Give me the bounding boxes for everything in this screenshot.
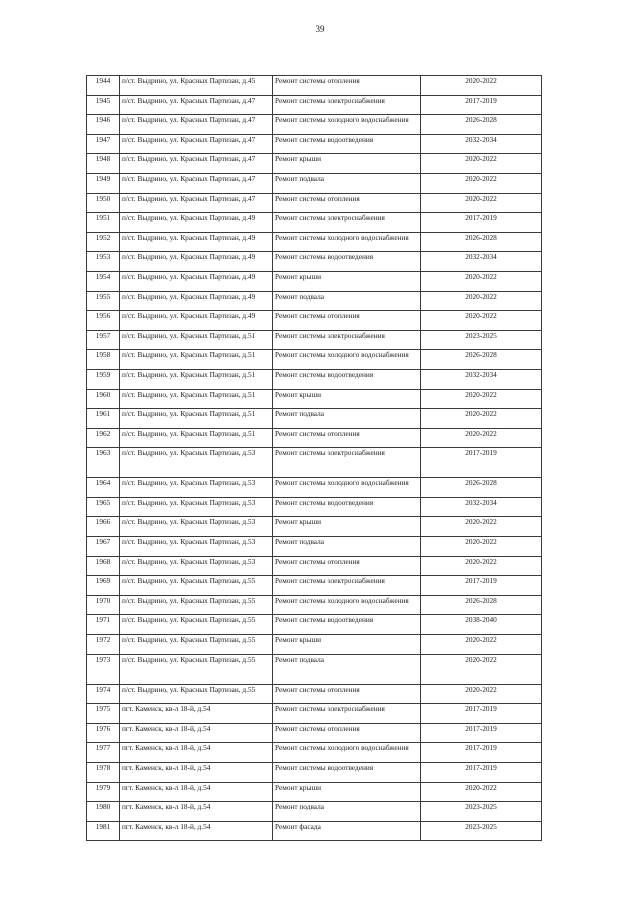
table-row [87, 311, 542, 331]
row-number: 1976 [87, 723, 120, 743]
row-address: пгт. Каменск, кв-л 18-й, д.54 [120, 704, 273, 724]
row-address: п/ст. Выдрино, ул. Красных Партизан, д.51 [120, 369, 273, 389]
row-number: 1966 [87, 517, 120, 537]
row-number: 1944 [87, 76, 120, 96]
row-number: 1972 [87, 635, 120, 655]
row-work-type: Ремонт системы отопления [273, 193, 421, 213]
row-work-type: Ремонт системы отопления [273, 723, 421, 743]
table-row [87, 497, 542, 517]
row-work-type: Ремонт системы водоотведения [273, 615, 421, 635]
row-address: п/ст. Выдрино, ул. Красных Партизан, д.45 [120, 76, 273, 96]
row-number: 1973 [87, 654, 120, 684]
row-work-type: Ремонт фасада [273, 821, 421, 841]
row-work-type: Ремонт системы водоотведения [273, 369, 421, 389]
table-row [87, 76, 542, 96]
row-address: п/ст. Выдрино, ул. Красных Партизан, д.49 [120, 213, 273, 233]
table-row [87, 537, 542, 557]
row-period: 2020-2022 [421, 654, 542, 684]
row-period: 2020-2022 [421, 154, 542, 174]
row-work-type: Ремонт системы электроснабжения [273, 448, 421, 478]
row-address: п/ст. Выдрино, ул. Красных Партизан, д.55 [120, 576, 273, 596]
table-row [87, 654, 542, 684]
row-work-type: Ремонт системы водоотведения [273, 497, 421, 517]
table-row [87, 595, 542, 615]
row-number: 1964 [87, 478, 120, 498]
row-number: 1979 [87, 782, 120, 802]
row-address: п/ст. Выдрино, ул. Красных Партизан, д.51 [120, 428, 273, 448]
row-work-type: Ремонт системы электроснабжения [273, 95, 421, 115]
table-row [87, 193, 542, 213]
table-row [87, 330, 542, 350]
row-work-type: Ремонт системы водоотведения [273, 134, 421, 154]
row-address: п/ст. Выдрино, ул. Красных Партизан, д.47 [120, 193, 273, 213]
table-body [87, 76, 542, 841]
row-period: 2023-2025 [421, 802, 542, 822]
row-number: 1977 [87, 743, 120, 763]
row-work-type: Ремонт системы электроснабжения [273, 704, 421, 724]
row-period: 2020-2022 [421, 311, 542, 331]
row-work-type: Ремонт системы электроснабжения [273, 576, 421, 596]
row-number: 1967 [87, 537, 120, 557]
row-number: 1971 [87, 615, 120, 635]
row-period: 2038-2040 [421, 615, 542, 635]
table-row [87, 232, 542, 252]
row-period: 2017-2019 [421, 723, 542, 743]
row-work-type: Ремонт подвала [273, 173, 421, 193]
row-work-type: Ремонт системы холодного водоснабжения [273, 115, 421, 135]
row-work-type: Ремонт крыши [273, 517, 421, 537]
table-row [87, 576, 542, 596]
row-number: 1959 [87, 369, 120, 389]
row-period: 2020-2022 [421, 635, 542, 655]
row-number: 1955 [87, 291, 120, 311]
row-work-type: Ремонт системы холодного водоснабжения [273, 743, 421, 763]
row-work-type: Ремонт системы отопления [273, 556, 421, 576]
row-address: п/ст. Выдрино, ул. Красных Партизан, д.53 [120, 478, 273, 498]
row-address: пгт. Каменск, кв-л 18-й, д.54 [120, 821, 273, 841]
table-row [87, 115, 542, 135]
row-period: 2017-2019 [421, 95, 542, 115]
row-period: 2017-2019 [421, 763, 542, 783]
row-period: 2017-2019 [421, 576, 542, 596]
row-work-type: Ремонт подвала [273, 409, 421, 429]
row-period: 2020-2022 [421, 537, 542, 557]
row-address: пгт. Каменск, кв-л 18-й, д.54 [120, 743, 273, 763]
table-row [87, 389, 542, 409]
row-number: 1970 [87, 595, 120, 615]
table-row [87, 517, 542, 537]
row-period: 2026-2028 [421, 595, 542, 615]
row-address: п/ст. Выдрино, ул. Красных Партизан, д.47 [120, 154, 273, 174]
table-row [87, 154, 542, 174]
row-address: п/ст. Выдрино, ул. Красных Партизан, д.49 [120, 311, 273, 331]
table-row [87, 134, 542, 154]
row-address: п/ст. Выдрино, ул. Красных Партизан, д.55 [120, 684, 273, 704]
row-number: 1958 [87, 350, 120, 370]
row-address: п/ст. Выдрино, ул. Красных Партизан, д.49 [120, 252, 273, 272]
row-period: 2026-2028 [421, 350, 542, 370]
row-work-type: Ремонт системы отопления [273, 311, 421, 331]
row-number: 1947 [87, 134, 120, 154]
table-row [87, 291, 542, 311]
row-number: 1951 [87, 213, 120, 233]
row-address: п/ст. Выдрино, ул. Красных Партизан, д.51 [120, 330, 273, 350]
row-period: 2017-2019 [421, 213, 542, 233]
row-address: пгт. Каменск, кв-л 18-й, д.54 [120, 763, 273, 783]
table-row [87, 369, 542, 389]
row-number: 1950 [87, 193, 120, 213]
table-row [87, 684, 542, 704]
row-period: 2032-2034 [421, 252, 542, 272]
row-period: 2017-2019 [421, 743, 542, 763]
row-number: 1952 [87, 232, 120, 252]
row-number: 1953 [87, 252, 120, 272]
row-work-type: Ремонт крыши [273, 782, 421, 802]
row-number: 1948 [87, 154, 120, 174]
row-work-type: Ремонт подвала [273, 802, 421, 822]
row-work-type: Ремонт системы холодного водоснабжения [273, 350, 421, 370]
row-work-type: Ремонт крыши [273, 271, 421, 291]
row-number: 1962 [87, 428, 120, 448]
row-period: 2020-2022 [421, 173, 542, 193]
row-period: 2017-2019 [421, 448, 542, 478]
row-number: 1963 [87, 448, 120, 478]
row-address: п/ст. Выдрино, ул. Красных Партизан, д.47 [120, 95, 273, 115]
row-number: 1969 [87, 576, 120, 596]
row-period: 2020-2022 [421, 517, 542, 537]
row-period: 2026-2028 [421, 115, 542, 135]
row-period: 2023-2025 [421, 821, 542, 841]
table-row [87, 428, 542, 448]
row-period: 2020-2022 [421, 556, 542, 576]
row-work-type: Ремонт системы отопления [273, 428, 421, 448]
row-number: 1961 [87, 409, 120, 429]
row-address: п/ст. Выдрино, ул. Красных Партизан, д.51 [120, 350, 273, 370]
table-row [87, 448, 542, 478]
row-address: п/ст. Выдрино, ул. Красных Партизан, д.49 [120, 232, 273, 252]
table-row [87, 723, 542, 743]
row-period: 2020-2022 [421, 428, 542, 448]
row-work-type: Ремонт системы холодного водоснабжения [273, 232, 421, 252]
table-row [87, 704, 542, 724]
row-work-type: Ремонт крыши [273, 154, 421, 174]
row-address: п/ст. Выдрино, ул. Красных Партизан, д.47 [120, 115, 273, 135]
row-work-type: Ремонт системы отопления [273, 76, 421, 96]
row-number: 1946 [87, 115, 120, 135]
row-number: 1954 [87, 271, 120, 291]
table-row [87, 409, 542, 429]
table-row [87, 615, 542, 635]
row-work-type: Ремонт системы отопления [273, 684, 421, 704]
row-period: 2032-2034 [421, 369, 542, 389]
row-period: 2032-2034 [421, 497, 542, 517]
row-address: пгт. Каменск, кв-л 18-й, д.54 [120, 723, 273, 743]
row-period: 2023-2025 [421, 330, 542, 350]
row-number: 1960 [87, 389, 120, 409]
row-period: 2020-2022 [421, 389, 542, 409]
table-row [87, 743, 542, 763]
table-row [87, 271, 542, 291]
row-work-type: Ремонт системы водоотведения [273, 252, 421, 272]
table-row [87, 556, 542, 576]
table-row [87, 782, 542, 802]
row-address: п/ст. Выдрино, ул. Красных Партизан, д.53 [120, 517, 273, 537]
row-address: п/ст. Выдрино, ул. Красных Партизан, д.53 [120, 497, 273, 517]
row-work-type: Ремонт системы электроснабжения [273, 213, 421, 233]
row-number: 1981 [87, 821, 120, 841]
table-row [87, 213, 542, 233]
row-period: 2017-2019 [421, 704, 542, 724]
row-work-type: Ремонт подвала [273, 654, 421, 684]
row-period: 2020-2022 [421, 684, 542, 704]
row-work-type: Ремонт системы холодного водоснабжения [273, 478, 421, 498]
row-number: 1980 [87, 802, 120, 822]
row-address: пгт. Каменск, кв-л 18-й, д.54 [120, 782, 273, 802]
row-address: п/ст. Выдрино, ул. Красных Партизан, д.47 [120, 134, 273, 154]
table-row [87, 95, 542, 115]
row-work-type: Ремонт подвала [273, 537, 421, 557]
row-address: п/ст. Выдрино, ул. Красных Партизан, д.55 [120, 635, 273, 655]
row-address: п/ст. Выдрино, ул. Красных Партизан, д.49 [120, 291, 273, 311]
repair-schedule-table [86, 75, 542, 841]
row-address: п/ст. Выдрино, ул. Красных Партизан, д.51 [120, 409, 273, 429]
table-row [87, 350, 542, 370]
row-period: 2020-2022 [421, 271, 542, 291]
page-number: 39 [315, 24, 325, 34]
row-number: 1974 [87, 684, 120, 704]
row-number: 1956 [87, 311, 120, 331]
row-number: 1975 [87, 704, 120, 724]
table-row [87, 478, 542, 498]
row-address: п/ст. Выдрино, ул. Красных Партизан, д.51 [120, 389, 273, 409]
row-period: 2020-2022 [421, 76, 542, 96]
row-address: п/ст. Выдрино, ул. Красных Партизан, д.47 [120, 173, 273, 193]
row-period: 2026-2028 [421, 478, 542, 498]
row-number: 1968 [87, 556, 120, 576]
row-period: 2020-2022 [421, 782, 542, 802]
row-address: п/ст. Выдрино, ул. Красных Партизан, д.55 [120, 595, 273, 615]
row-address: п/ст. Выдрино, ул. Красных Партизан, д.53 [120, 556, 273, 576]
row-period: 2032-2034 [421, 134, 542, 154]
row-number: 1945 [87, 95, 120, 115]
table-row [87, 252, 542, 272]
row-period: 2020-2022 [421, 193, 542, 213]
table-row [87, 821, 542, 841]
row-work-type: Ремонт системы водоотведения [273, 763, 421, 783]
table-row [87, 173, 542, 193]
row-address: п/ст. Выдрино, ул. Красных Партизан, д.53 [120, 448, 273, 478]
row-number: 1949 [87, 173, 120, 193]
row-number: 1957 [87, 330, 120, 350]
table-row [87, 802, 542, 822]
table-row [87, 763, 542, 783]
row-work-type: Ремонт крыши [273, 389, 421, 409]
table-row [87, 635, 542, 655]
row-address: п/ст. Выдрино, ул. Красных Партизан, д.55 [120, 615, 273, 635]
row-work-type: Ремонт системы холодного водоснабжения [273, 595, 421, 615]
row-address: пгт. Каменск, кв-л 18-й, д.54 [120, 802, 273, 822]
row-period: 2020-2022 [421, 409, 542, 429]
row-number: 1965 [87, 497, 120, 517]
row-work-type: Ремонт крыши [273, 635, 421, 655]
row-number: 1978 [87, 763, 120, 783]
row-address: п/ст. Выдрино, ул. Красных Партизан, д.49 [120, 271, 273, 291]
row-address: п/ст. Выдрино, ул. Красных Партизан, д.53 [120, 537, 273, 557]
row-period: 2026-2028 [421, 232, 542, 252]
row-address: п/ст. Выдрино, ул. Красных Партизан, д.55 [120, 654, 273, 684]
row-work-type: Ремонт системы электроснабжения [273, 330, 421, 350]
row-work-type: Ремонт подвала [273, 291, 421, 311]
row-period: 2020-2022 [421, 291, 542, 311]
